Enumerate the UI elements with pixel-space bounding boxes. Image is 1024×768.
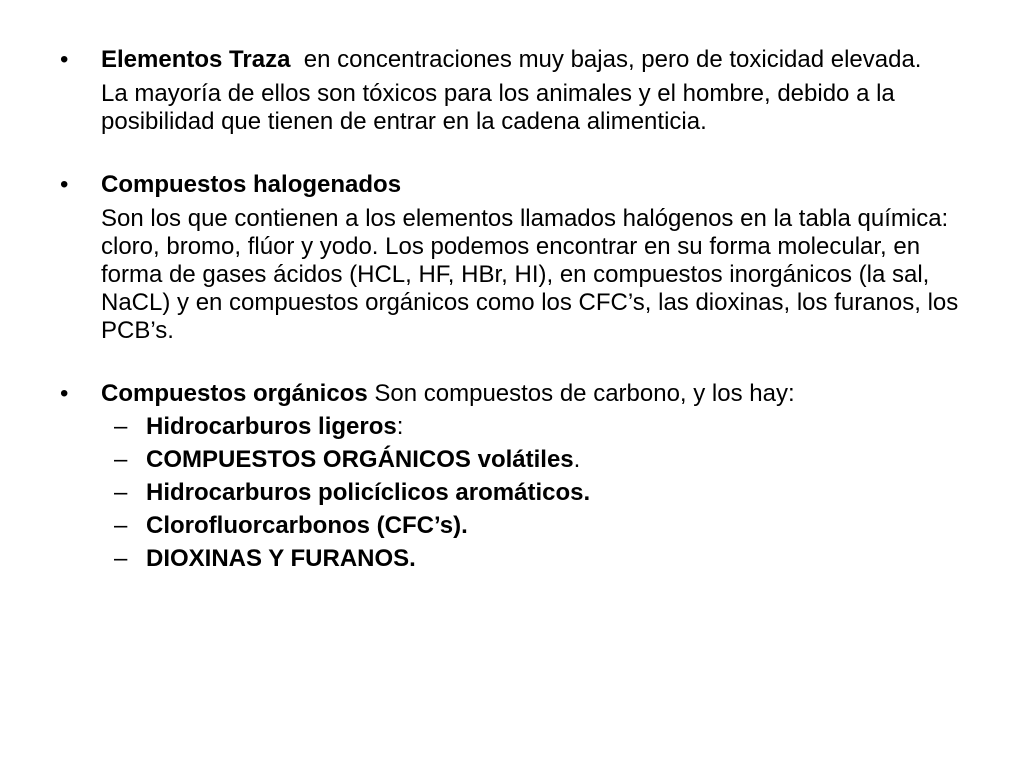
bullet-heading-line [101, 380, 965, 408]
bullet-compuestos-organicos [60, 380, 965, 408]
sub-item-rest: . [573, 446, 581, 473]
sub-item-hidrocarburos-ligeros [60, 413, 965, 441]
bullet-paragraph: Son los que contienen a los elementos llamados halógenos en la tabla química: cloro, bromo, flúor y yodo. Los podemos encontrar en su forma molecular, en forma de gases ácidos (HCL, HF, HBr, HI), en compuestos inorgánicos (la sal, NaCL) y en compuestos orgánicos como los CFC’s, las dioxinas, los furanos, los PCB’s. [101, 205, 959, 344]
dash-marker: – [114, 413, 128, 440]
sub-item-compuestos-organicos-volatiles [60, 446, 965, 474]
dash-marker: – [114, 479, 128, 506]
sub-item-clorofluorcarbonos [60, 512, 965, 540]
bullet-marker: • [60, 46, 69, 73]
bullet-heading-rest: Son compuestos de carbono, y los hay: [367, 380, 795, 407]
slide-content [60, 46, 965, 573]
bullet-marker: • [60, 380, 69, 407]
dash-marker: – [114, 545, 128, 572]
spacer [60, 136, 965, 171]
bullet-heading: Compuestos halogenados [101, 171, 402, 198]
bullet-heading: Compuestos orgánicos [101, 380, 368, 407]
bullet-paragraph: La mayoría de ellos son tóxicos para los animales y el hombre, debido a la posibilidad que tienen de entrar en la cadena alimenticia. [101, 80, 895, 135]
sub-item-bold: COMPUESTOS ORGÁNICOS volátiles [146, 446, 574, 473]
sub-item-bold: DIOXINAS Y FURANOS. [146, 545, 416, 572]
sub-item-hidrocarburos-policiclicos [60, 479, 965, 507]
dash-marker: – [114, 512, 128, 539]
bullet-marker: • [60, 171, 69, 198]
spacer [60, 345, 965, 380]
sub-item-rest: : [396, 413, 404, 440]
sub-item-bold: Hidrocarburos policíclicos aromáticos. [146, 479, 591, 506]
sub-list [60, 413, 965, 573]
bullet-heading-line [101, 171, 965, 199]
bullet-heading: Elementos Traza [101, 46, 291, 73]
dash-marker: – [114, 446, 128, 473]
sub-item-bold: Clorofluorcarbonos (CFC’s). [146, 512, 468, 539]
sub-item-dioxinas-furanos [60, 545, 965, 573]
bullet-compuestos-halogenados [60, 171, 965, 199]
bullet-elementos-traza [60, 46, 965, 74]
bullet-heading-rest: en concentraciones muy bajas, pero de toxicidad elevada. [290, 46, 922, 73]
sub-item-bold: Hidrocarburos ligeros [146, 413, 397, 440]
bullet-heading-line [101, 46, 965, 74]
